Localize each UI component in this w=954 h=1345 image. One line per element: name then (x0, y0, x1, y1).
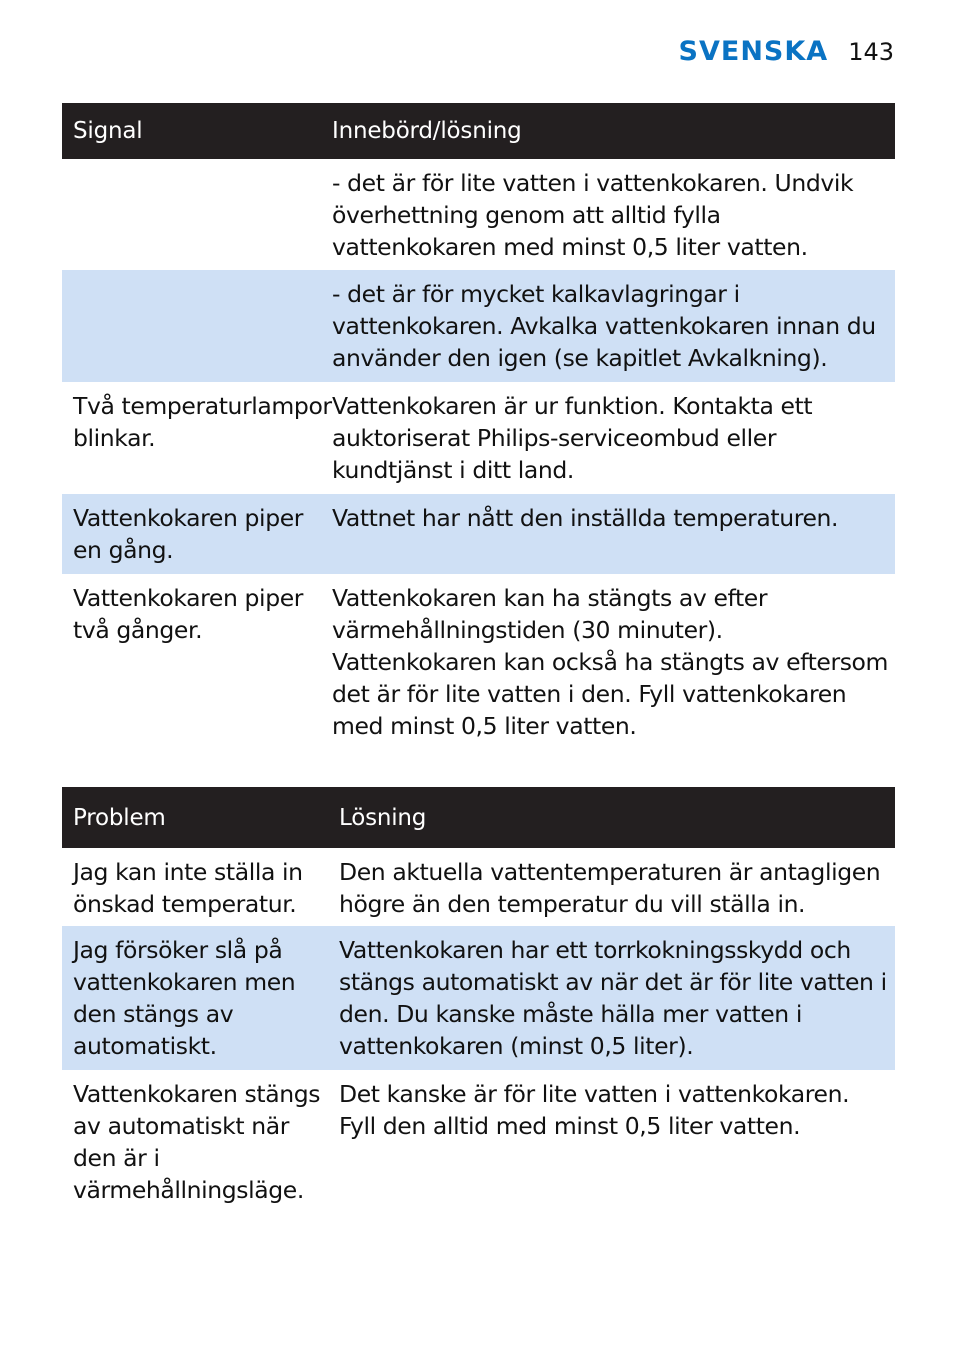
table-row (62, 159, 895, 270)
meaning-cell: Vattenkokaren är ur funktion. Kontakta ett auktoriserat Philips-serviceombud eller kundtjänst i ditt land. (332, 392, 813, 484)
column-header-solution: Lösning (339, 805, 427, 831)
column-header-meaning: Innebörd/lösning (332, 118, 522, 144)
solution-cell: Vattenkokaren har ett torrkokningsskydd och stängs automatiskt av när det är för lite vatten i den. Du kanske måste hälla mer vatten i vattenkokaren (minst 0,5 liter). (339, 936, 887, 1060)
column-header-signal: Signal (73, 118, 143, 144)
problem-table (62, 787, 895, 1216)
table-row (62, 494, 895, 574)
table-row (62, 848, 895, 926)
problem-cell: Jag försöker slå på vattenkokaren men den stängs av automatiskt. (73, 936, 296, 1060)
signal-cell (62, 270, 332, 382)
meaning-cell: Vattnet har nått den inställda temperaturen. (332, 504, 839, 532)
language-label: SVENSKA (678, 36, 829, 67)
signal-cell: Vattenkokaren piper en gång. (73, 504, 304, 564)
table-row (62, 270, 895, 382)
signal-cell: Två temperaturlampor blinkar. (73, 392, 332, 452)
meaning-cell: - det är för lite vatten i vattenkokaren. Undvik överhettning genom att alltid fylla vattenkokaren med minst 0,5 liter vatten. (332, 169, 854, 261)
problem-cell: Vattenkokaren stängs av automatiskt när den är i värmehållningsläge. (73, 1080, 321, 1204)
signal-cell (62, 159, 332, 270)
table-header (62, 103, 895, 159)
table-row (62, 1070, 895, 1216)
page-number: 143 (848, 38, 894, 66)
problem-cell: Jag kan inte ställa in önskad temperatur. (73, 858, 303, 918)
table-row (62, 574, 895, 750)
table-row (62, 382, 895, 494)
table-header (62, 787, 895, 848)
column-header-problem: Problem (73, 805, 166, 831)
solution-cell: Den aktuella vattentemperaturen är antagligen högre än den temperatur du vill ställa in. (339, 858, 881, 918)
table-row (62, 926, 895, 1070)
signal-cell: Vattenkokaren piper två gånger. (73, 584, 304, 644)
meaning-cell: Vattenkokaren kan ha stängts av efter värmehållningstiden (30 minuter). Vattenkokaren kan också ha stängts av eftersom det är för lite vatten i den. Fyll vattenkokaren med minst 0,5 liter vatten. (332, 584, 889, 740)
solution-cell: Det kanske är för lite vatten i vattenkokaren. Fyll den alltid med minst 0,5 liter vatten. (339, 1080, 850, 1140)
signal-table (62, 103, 895, 750)
meaning-cell: - det är för mycket kalkavlagringar i vattenkokaren. Avkalka vattenkokaren innan du använder den igen (se kapitlet Avkalkning). (332, 280, 876, 372)
page-header (679, 36, 894, 67)
